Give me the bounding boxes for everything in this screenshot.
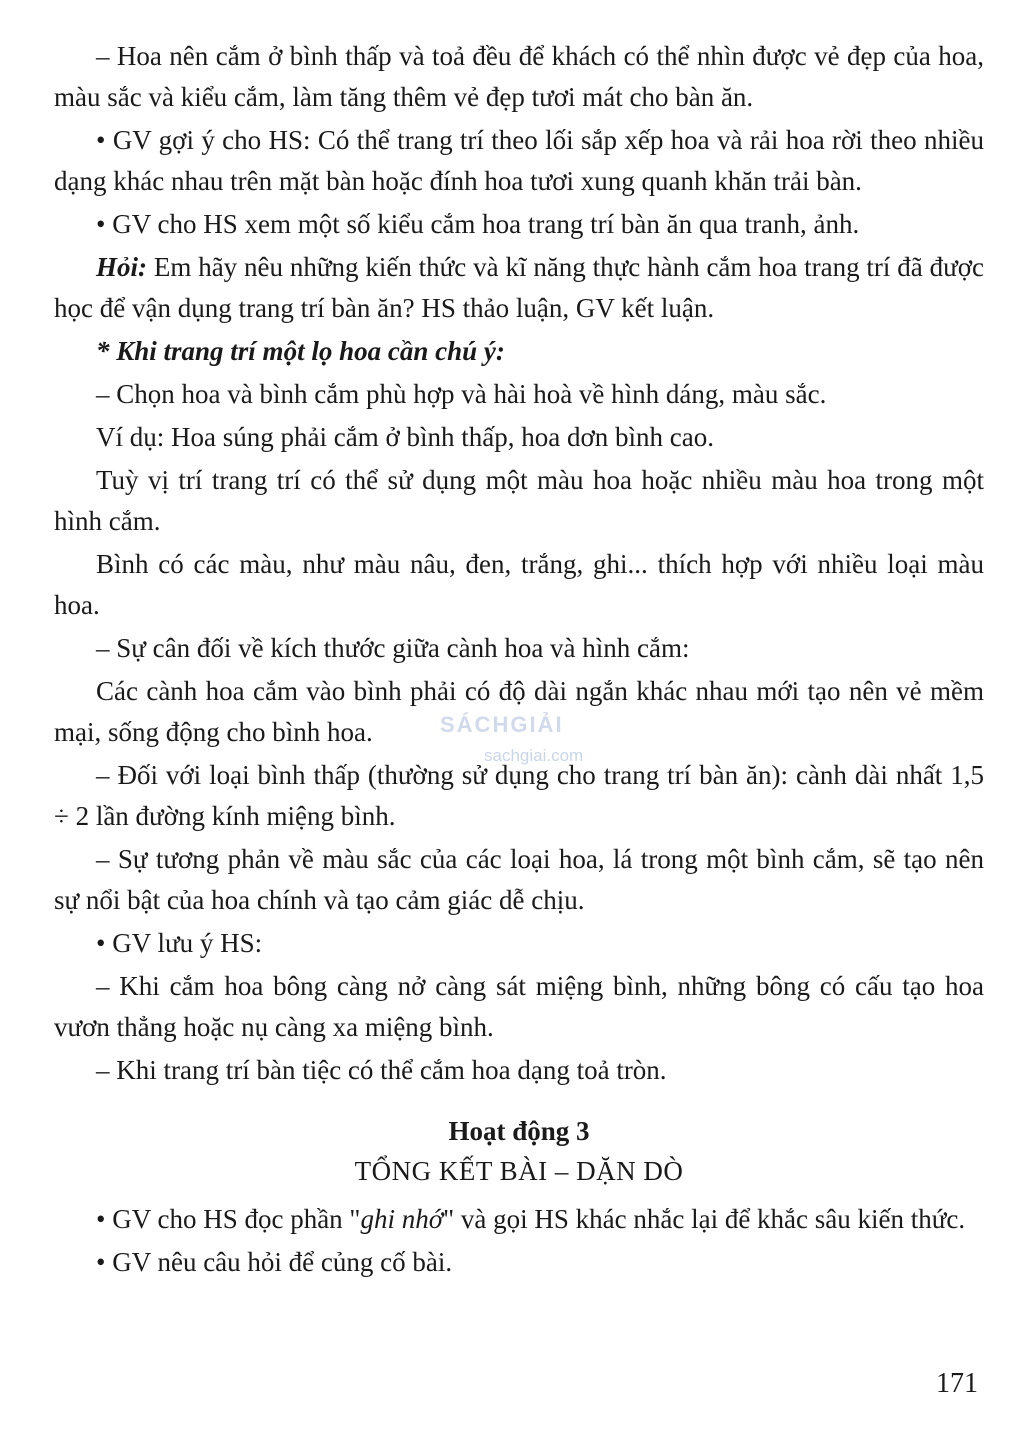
bullet-paragraph <box>54 120 984 202</box>
paragraph: – Chọn hoa và bình cắm phù hợp và hài hoà về hình dáng, màu sắc. <box>96 379 827 409</box>
paragraph-text: Em hãy nêu những kiến thức và kĩ năng thực hành cắm hoa trang trí đã được học để vận dụng trang trí bàn ăn? HS thảo luận, GV kết luận. <box>54 252 984 323</box>
closing-bullet-1-after: " và gọi HS khác nhắc lại để khắc sâu kiến thức. <box>443 1204 966 1234</box>
activity-subtitle: TỔNG KẾT BÀI – DẶN DÒ <box>354 1156 684 1186</box>
bullet-paragraph <box>54 923 984 964</box>
closing-bullet-2: • GV nêu câu hỏi để củng cố bài. <box>54 1242 984 1283</box>
question-label: Hỏi: <box>96 252 147 282</box>
paragraph: – Sự cân đối về kích thước giữa cành hoa và hình cắm: <box>96 633 690 663</box>
paragraph: Ví dụ: Hoa súng phải cắm ở bình thấp, hoa dơn bình cao. <box>96 422 714 452</box>
paragraph: – Hoa nên cắm ở bình thấp và toả đều để khách có thể nhìn được vẻ đẹp của hoa, màu sắc và kiểu cắm, làm tăng thêm vẻ đẹp tươi mát cho bàn ăn. <box>54 41 984 112</box>
activity-title: Hoạt động 3 <box>448 1116 590 1146</box>
paragraph: – Khi cắm hoa bông càng nở càng sát miệng bình, những bông có cấu tạo hoa vươn thẳng hoặc nụ càng xa miệng bình. <box>54 971 984 1042</box>
page-body <box>54 36 984 1285</box>
closing-bullet-1-italic: ghi nhớ <box>360 1204 444 1234</box>
paragraph: – Khi trang trí bàn tiệc có thể cắm hoa dạng toả tròn. <box>96 1055 667 1085</box>
paragraph-text: GV gợi ý cho HS: Có thể trang trí theo lối sắp xếp hoa và rải hoa rời theo nhiều dạng khác nhau trên mặt bàn hoặc đính hoa tươi xung quanh khăn trải bàn. <box>54 125 984 196</box>
note-heading: * Khi trang trí một lọ hoa cần chú ý: <box>96 336 505 366</box>
closing-bullet-1-before: GV cho HS đọc phần " <box>112 1204 361 1234</box>
paragraph-text: GV lưu ý HS: <box>112 928 263 958</box>
paragraph: Tuỳ vị trí trang trí có thể sử dụng một màu hoa hoặc nhiều màu hoa trong một hình cắm. <box>54 465 984 536</box>
closing-bullet-1 <box>54 1199 984 1240</box>
paragraph: – Đối với loại bình thấp (thường sử dụng cho trang trí bàn ăn): cành dài nhất 1,5 ÷ 2 lần đường kính miệng bình. <box>54 760 984 831</box>
paragraph-text: GV cho HS xem một số kiểu cắm hoa trang trí bàn ăn qua tranh, ảnh. <box>112 209 860 239</box>
page-number: 171 <box>936 1368 978 1399</box>
bullet-paragraph <box>54 204 984 245</box>
body-text <box>54 36 984 1091</box>
paragraph: Các cành hoa cắm vào bình phải có độ dài ngắn khác nhau mới tạo nên vẻ mềm mại, sống động cho bình hoa. <box>54 676 984 747</box>
paragraph: Bình có các màu, như màu nâu, đen, trắng, ghi... thích hợp với nhiều loại màu hoa. <box>54 549 984 620</box>
watermark-bottom: sachgiai.com <box>484 746 584 765</box>
paragraph: – Sự tương phản về màu sắc của các loại hoa, lá trong một bình cắm, sẽ tạo nên sự nổi bật của hoa chính và tạo cảm giác dễ chịu. <box>54 844 984 915</box>
watermark-top: SÁCHGIẢI <box>440 712 564 737</box>
question-paragraph <box>54 247 984 329</box>
